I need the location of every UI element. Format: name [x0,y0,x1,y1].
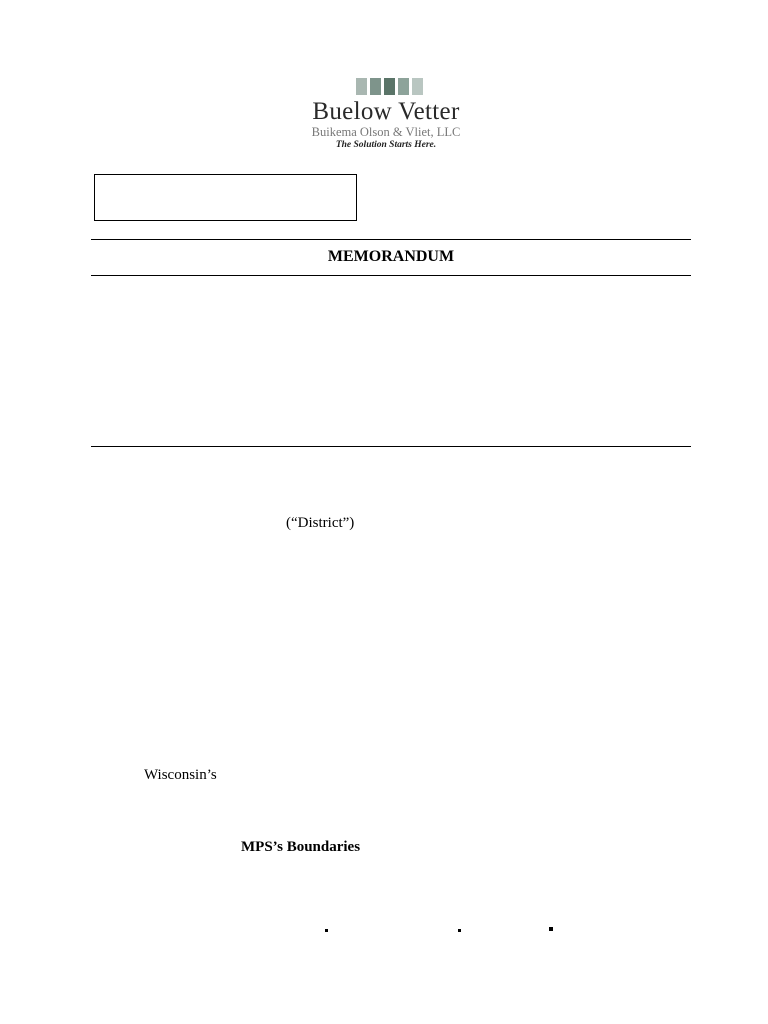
firm-logo [304,78,468,160]
memo-title: MEMORANDUM [327,248,455,265]
section-heading: MPS’s Boundaries [241,839,361,855]
divider-under-title [91,275,691,276]
header-box [94,174,357,221]
logo-square [384,78,395,95]
logo-square [412,78,423,95]
district-reference: (“District”) [286,515,355,531]
divider-header-end [91,446,691,447]
firm-name: Buelow Vetter [312,98,460,125]
divider-top [91,239,691,240]
period-mark [549,927,553,931]
logo-square [370,78,381,95]
logo-square [398,78,409,95]
logo-squares [310,78,468,95]
period-mark [325,929,328,932]
firm-subtitle: Buikema Olson & Vliet, LLC [311,125,461,139]
wisconsin-text: Wisconsin’s [144,767,217,783]
period-mark [458,929,461,932]
logo-square [356,78,367,95]
firm-tagline: The Solution Starts Here. [335,140,437,150]
